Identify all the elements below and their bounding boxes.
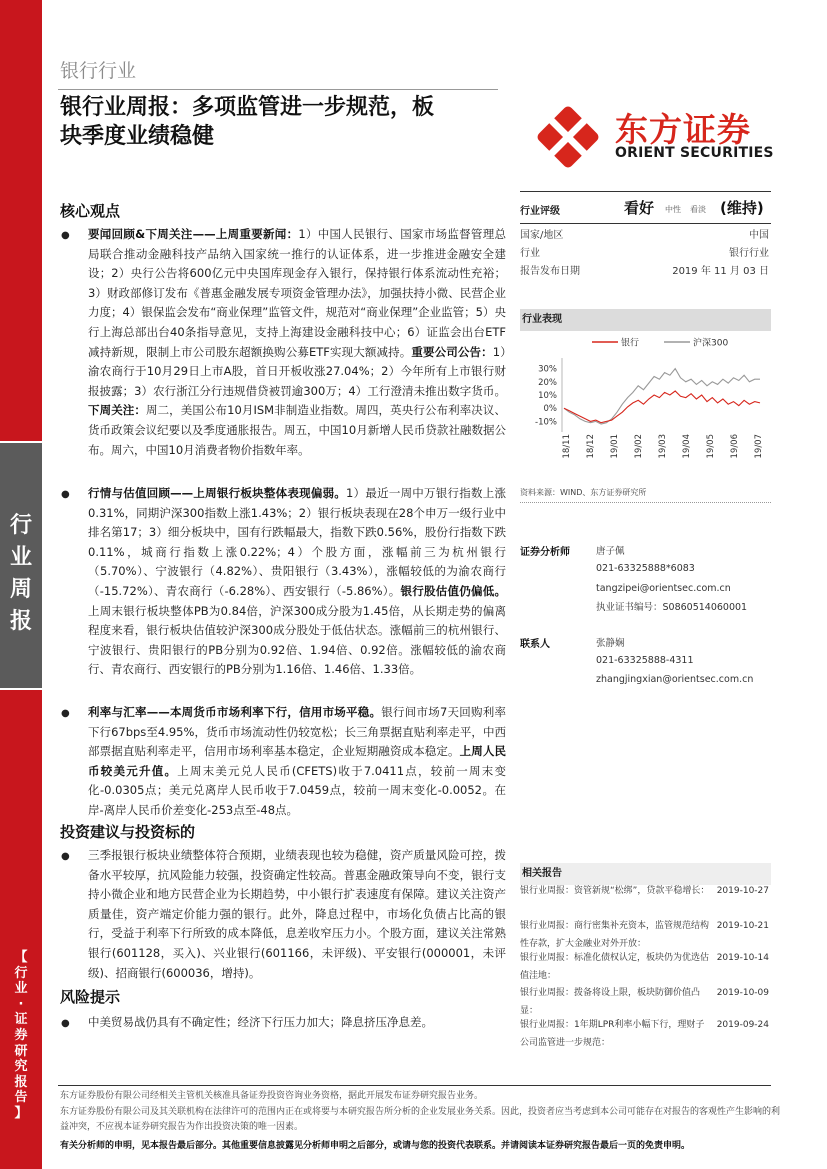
info-row-industry: 行业 银行行业 xyxy=(520,248,769,259)
band-label-research: 【 行 业 · 证 券 研 究 报 告 】 xyxy=(14,950,28,1121)
info-row-country: 国家/地区 中国 xyxy=(520,230,769,241)
x-tick-label: 19/03 xyxy=(658,434,668,459)
bullet-icon: ● xyxy=(61,1018,70,1029)
bullet-icon: ● xyxy=(61,489,70,500)
risk-paragraph: 中美贸易战仍具有不确定性；经济下行压力加大；降息挤压净息差。 xyxy=(88,1015,433,1029)
related-report-item[interactable]: 银行业周报：资管新规“松绑”，贷款平稳增长： 2019-10-27 xyxy=(520,886,769,896)
contact-phone: 021-63325888-4311 xyxy=(596,655,694,666)
chart-y-axis xyxy=(535,358,562,432)
y-tick-label: 10% xyxy=(538,391,557,401)
chart-x-axis xyxy=(562,434,764,459)
orient-logo-icon xyxy=(535,104,601,170)
series-line-bank xyxy=(564,391,760,423)
analyst-name: 唐子佩 xyxy=(596,546,625,557)
analyst-role: 证券分析师 xyxy=(520,547,570,558)
y-tick-label: 30% xyxy=(538,364,557,375)
legend-label: 沪深300 xyxy=(693,338,729,349)
chart-source: 资料来源：WIND、东方证券研究所 xyxy=(520,488,647,497)
x-tick-label: 19/04 xyxy=(682,434,692,459)
core-paragraph-market: 行情与估值回顾——上周银行板块整体表现偏弱。1）最近一周中万银行指数上涨0.31%，同期沪深300指数上涨1.43%；2）银行板块表现在28个申万一级行业中排名第17；3）细分板块中，国有行跌幅最大，指数下跌0.56%，股份行指数下跌0.11%，城商行指数上涨0.22%；4）个股方面，涨幅前三为杭州银行（5.70%）、宁波银行（4.82%）、贵阳银行（3.43%），涨幅较低的为渝农商行（-15.72%）、青农商行（-6.28%）、西安银行（-5.86%）。银行股估值仍偏低。上周末银行板块整体PB为0.84倍，沪深300成分股为1.45倍，从长期走势的偏离程度来看，银行板块估值较沪深300成分股处于低估状态。涨幅前三的杭州银行、宁波银行、贵阳银行的PB分别为0.92倍、1.94倍、0.92倍。涨幅较低的渝农商行、青农商行、西安银行的PB分别为1.16倍、1.46倍、1.33倍。 xyxy=(88,486,506,677)
rating-bottom-rule xyxy=(520,223,771,224)
rating-top-rule xyxy=(520,191,771,192)
bullet-icon: ● xyxy=(61,851,70,862)
related-report-item[interactable]: 银行业周报：商行密集补充资本，监管规范结构性存款，扩大金融业对外开放： 2019-10-21 xyxy=(520,921,769,949)
invest-paragraph: 三季报银行板块业绩整体符合预期，业绩表现也较为稳健，资产质量风险可控，拨备水平较厚，抗风险能力较强，投资确定性较高。普惠金融政策导向不变，银行支持小微企业和地方民营企业为长期趋势，中小银行扩表速度有保障。建议关注资产质量佳，资产端定价能力强的银行。此外，降息过程中，市场化负债占比高的银行，受益于利率下行所致的成本降低，息差收窄压力小。个股方面，建议关注常熟银行(601128，买入)、兴业银行(601166，未评级)、平安银行(000001，未评级)、招商银行(600036，增持)。 xyxy=(88,848,506,980)
band-label-weekly: 行 业 周 报 xyxy=(9,513,32,634)
report-title: 银行业周报：多项监管进一步规范，板 块季度业绩稳健 xyxy=(60,95,435,149)
rating-negative: 看淡 xyxy=(690,205,706,214)
rating-main: 看好 xyxy=(624,199,655,217)
x-tick-label: 19/02 xyxy=(634,434,644,459)
rating-maintain: (维持) xyxy=(720,199,764,217)
header-rule xyxy=(58,89,498,90)
related-report-item[interactable]: 银行业周报：拨备将设上限，板块防御价值凸显： 2019-10-09 xyxy=(520,988,769,1016)
bullet-icon: ● xyxy=(61,230,70,241)
rating-label: 行业评级 xyxy=(520,206,560,217)
contact-role: 联系人 xyxy=(520,639,550,650)
bullet-icon: ● xyxy=(61,708,70,719)
x-tick-label: 19/05 xyxy=(706,434,716,459)
core-paragraph-news: 要闻回顾&下周关注——上周重要新闻：1）中国人民银行、国家市场监督管理总局联合推动金融科技产品纳入国家统一推行的认证体系，进一步推进金融安全建设；2）央行公告将600亿元中央国库现金存入银行，保持银行体系流动性充裕；3）财政部修订发布《普惠金融发展专项资金管理办法》，加强扶持小微、民营企业力度；4）银保监会发布“商业保理”监管文件，规范对“商业保理”企业监管；5）央行上海总部出台40条指导意见，支持上海建设金融科技中心；6）证监会出台ETF减持新规，限制上市公司股东超额换购公募ETF实现大额减持。重要公司公告：1）渝农商行于10月29日上市A股，首日开板收涨27.04%；2）今年所有上市银行财报披露；3）农行浙江分行违规借贷被罚逾300万；4）工行澄清未推出数字货币。下周关注：周二，美国公布10月ISM非制造业指数。周四，英央行公布利率决议、货币政策会议纪要以及季度通胀报告。周五，中国10月新增人民币贷款社融数据公布。周六，中国10月消费者物价指数年率。 xyxy=(88,227,506,457)
chart-series xyxy=(564,369,760,424)
analyst-phone: 021-63325888*6083 xyxy=(596,563,695,574)
perf-heading: 行业表现 xyxy=(520,309,771,331)
x-tick-label: 18/12 xyxy=(586,434,596,459)
logo-cn-text: 东方证券 xyxy=(615,110,751,149)
analyst-email[interactable]: tangzipei@orientsec.com.cn xyxy=(596,583,731,594)
footer-disclaimer: 有关分析师的申明，见本报告最后部分。其他重要信息披露见分析师申明之后部分，或请与您的投资代表联系。并请阅读本证券研究报告最后一页的免责申明。 xyxy=(60,1141,691,1151)
x-tick-label: 18/11 xyxy=(562,434,572,459)
footer-rule xyxy=(58,1085,771,1086)
rating-neutral: 中性 xyxy=(665,205,681,214)
footer-line-2: 东方证券股份有限公司及其关联机构在法律许可的范围内正在或将要与本研究报告所分析的企业发展业务关系。因此，投资者应当考虑到本公司可能存在对报告的客观性产生影响的利益冲突，不应视本证券研究报告为作出投资决策的唯一因素。 xyxy=(60,1107,781,1132)
contact-email[interactable]: zhangjingxian@orientsec.com.cn xyxy=(596,674,754,685)
perf-chart xyxy=(522,330,772,480)
band-divider xyxy=(0,688,42,690)
section-invest-title: 投资建议与投资标的 xyxy=(60,823,196,841)
industry-label: 银行行业 xyxy=(60,60,137,82)
x-tick-label: 19/01 xyxy=(610,434,620,459)
related-report-item[interactable]: 银行业周报：1年期LPR利率小幅下行，理财子公司监管进一步规范： 2019-09-24 xyxy=(520,1020,769,1048)
chart-legend xyxy=(592,337,728,349)
y-tick-label: 20% xyxy=(538,377,557,388)
legend-label: 银行 xyxy=(621,338,640,349)
core-paragraph-rates: 利率与汇率——本周货币市场利率下行，信用市场平稳。银行间市场7天回购利率下行67bps至4.95%，货币市场流动性仍较宽松；长三角票据直贴利率走平，中西部票据直贴利率走平，信用市场利率基本稳定，企业短期融资成本稳定。上周人民币较美元升值。上周末美元兑人民币(CFETS)收于7.0411点，较前一周末变化-0.0305点；美元兑离岸人民币收于7.0459点，较前一周末变化-0.0052。在岸-离岸人民币价差变化-253点至-48点。 xyxy=(88,705,506,817)
series-line-hs300 xyxy=(564,369,760,424)
info-row-date: 报告发布日期 2019 年 11 月 03 日 xyxy=(520,266,769,277)
logo-en-text: ORIENT SECURITIES xyxy=(615,145,774,161)
related-report-item[interactable]: 银行业周报：标准化债权认定，板块仍为优选估值洼地： 2019-10-14 xyxy=(520,953,769,981)
contact-name: 张静娴 xyxy=(596,638,625,649)
y-tick-label: 0% xyxy=(543,404,557,415)
section-core-title: 核心观点 xyxy=(60,202,121,220)
x-tick-label: 19/07 xyxy=(754,434,764,459)
y-tick-label: -10% xyxy=(535,417,557,428)
analyst-license: 执业证书编号：S0860514060001 xyxy=(596,602,748,613)
related-heading: 相关报告 xyxy=(520,863,771,885)
industry-rating xyxy=(520,199,771,219)
x-tick-label: 19/06 xyxy=(730,434,740,459)
section-risk-title: 风险提示 xyxy=(60,988,121,1006)
divider xyxy=(520,502,771,503)
footer-line-1: 东方证券股份有限公司经相关主管机关核准具备证券投资咨询业务资格，据此开展发布证券研究报告业务。 xyxy=(60,1091,484,1101)
